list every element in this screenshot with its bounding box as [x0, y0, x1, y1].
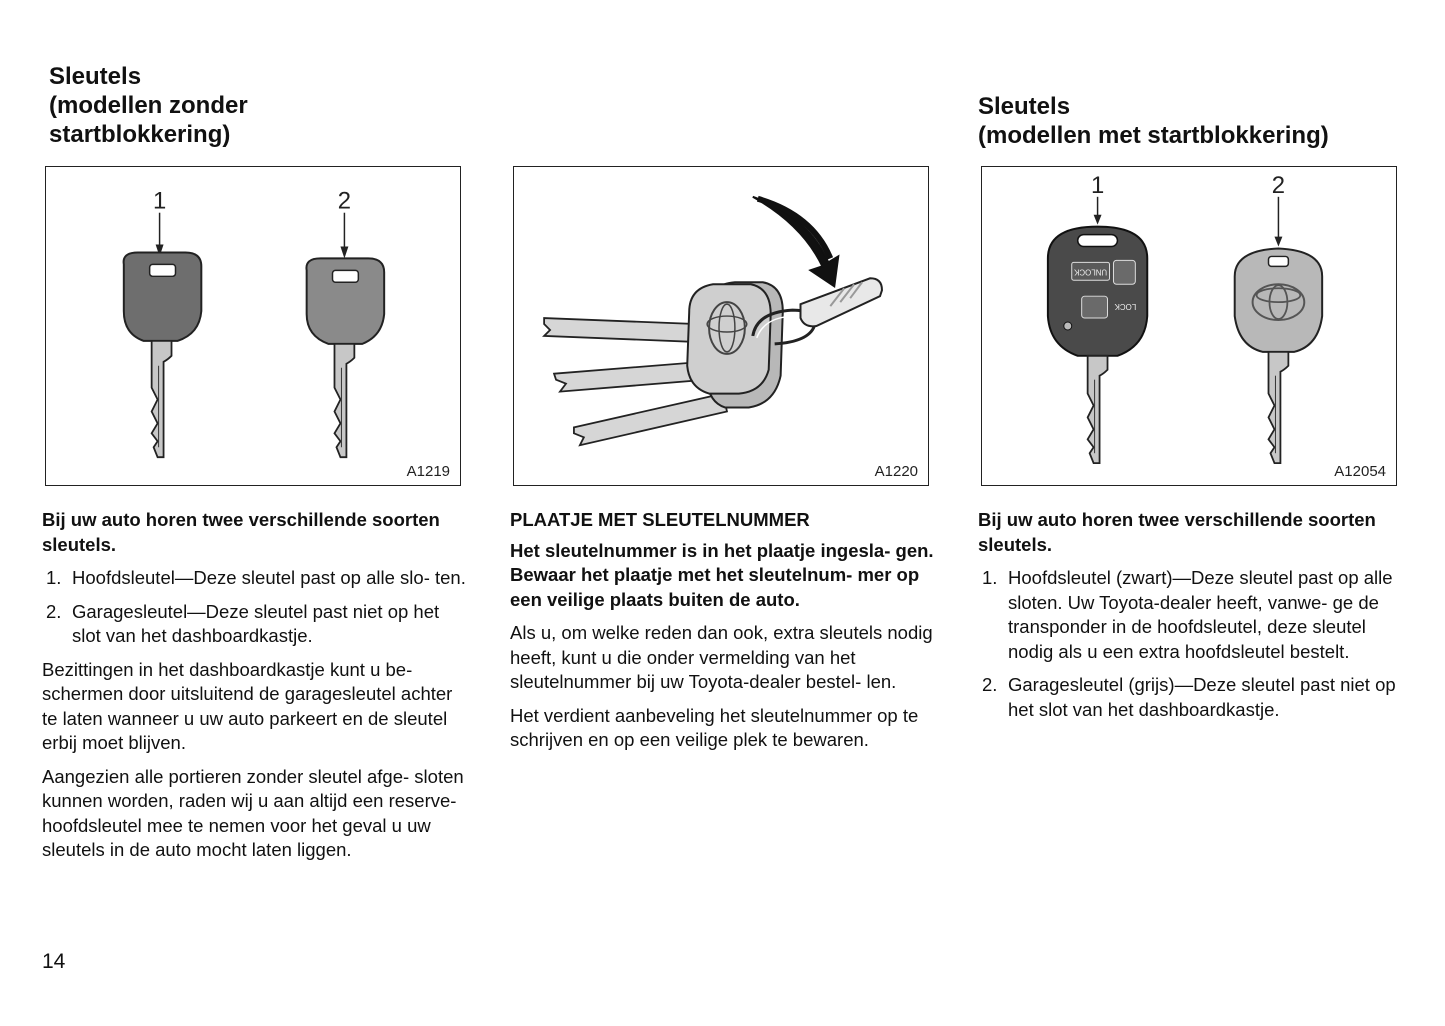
figure-transponder-keys	[981, 166, 1397, 486]
list-item	[42, 566, 470, 591]
list-text: Hoofdsleutel (zwart)—Deze sleutel past op alle sloten. Uw Toyota-dealer heeft, vanwe- ge de transponder in de hoofdsleutel, deze sleutel nodig als u een extra hoofdsleutel bestelt.	[1008, 567, 1393, 662]
transponder-keys-illustration	[982, 167, 1396, 485]
garage-key-logo-icon	[1235, 248, 1322, 463]
unlock-label: UNLOCK	[1074, 267, 1108, 277]
column-keys-no-immobilizer	[42, 508, 470, 872]
key-ring-illustration	[514, 167, 928, 485]
callout-2: 2	[1271, 171, 1286, 199]
section-title: PLAATJE MET SLEUTELNUMMER	[510, 509, 810, 530]
list-text: Hoofdsleutel—Deze sleutel past op alle slo- ten.	[72, 567, 466, 588]
list-text: Garagesleutel—Deze sleutel past niet op het slot van het dashboardkastje.	[72, 600, 440, 646]
intro-text: Bij uw auto horen twee verschillende soorten sleutels.	[42, 509, 440, 555]
keys-bunch-icon	[544, 282, 783, 445]
key-list	[978, 566, 1406, 722]
heading-line: (modellen met startblokkering)	[978, 122, 1329, 149]
intro-text: Bij uw auto horen twee verschillende soorten sleutels.	[978, 509, 1376, 555]
list-number: 1.	[46, 567, 62, 588]
column-keys-with-immobilizer	[978, 508, 1406, 731]
lock-label: LOCK	[1114, 302, 1137, 312]
callout-2: 2	[337, 187, 352, 215]
page-number: 14	[42, 950, 66, 973]
list-item	[978, 673, 1406, 722]
heading-line: (modellen zonder	[49, 92, 248, 119]
paragraph: Aangezien alle portieren zonder sleutel afge- sloten kunnen worden, raden wij u aan altijd een reserve-hoofdsleutel mee te nemen voor het geval u uw sleutels in de auto mocht laten liggen.	[42, 765, 464, 860]
keys-illustration	[46, 167, 460, 485]
garage-key-icon	[306, 258, 384, 457]
key-list	[42, 566, 470, 649]
list-number: 1.	[982, 567, 998, 588]
figure-two-keys	[45, 166, 461, 486]
callout-1: 1	[152, 187, 167, 215]
list-number: 2.	[982, 674, 998, 695]
figure-code: A1220	[874, 463, 918, 480]
bold-paragraph: Het sleutelnummer is in het plaatje ingesla- gen. Bewaar het plaatje met het sleutelnum- mer op een veilige plaats buiten de auto.	[510, 539, 934, 610]
paragraph: Als u, om welke reden dan ook, extra sleutels nodig heeft, kunt u die onder vermelding van het sleutelnummer bij uw Toyota-dealer bestel- len.	[510, 622, 933, 692]
arrow-icon	[753, 197, 838, 286]
column-key-number-plate	[510, 508, 938, 762]
list-number: 2.	[46, 600, 62, 622]
paragraph: Bezittingen in het dashboardkastje kunt u be- schermen door uitsluitend de garagesleutel achter te laten wanneer u uw auto parkeert en de sleutel erbij moet blijven.	[42, 658, 453, 753]
list-item	[978, 566, 1406, 664]
heading-line: startblokkering)	[49, 121, 231, 148]
number-plate-icon	[801, 278, 882, 326]
heading-line: Sleutels	[978, 93, 1071, 120]
list-text: Garagesleutel (grijs)—Deze sleutel past niet op het slot van het dashboardkastje.	[1008, 674, 1396, 720]
heading-keys-no-immobilizer	[49, 62, 248, 149]
master-key-icon	[124, 252, 202, 457]
heading-line: Sleutels	[49, 63, 142, 90]
figure-key-number-plate	[513, 166, 929, 486]
list-item	[42, 600, 470, 649]
figure-code: A1219	[406, 463, 450, 480]
paragraph: Het verdient aanbeveling het sleutelnummer op te schrijven en op een veilige plek te bewaren.	[510, 704, 919, 750]
heading-keys-with-immobilizer	[978, 92, 1329, 150]
remote-master-key-icon	[1048, 227, 1147, 464]
figure-code: A12054	[1334, 463, 1386, 480]
callout-1: 1	[1090, 171, 1105, 199]
